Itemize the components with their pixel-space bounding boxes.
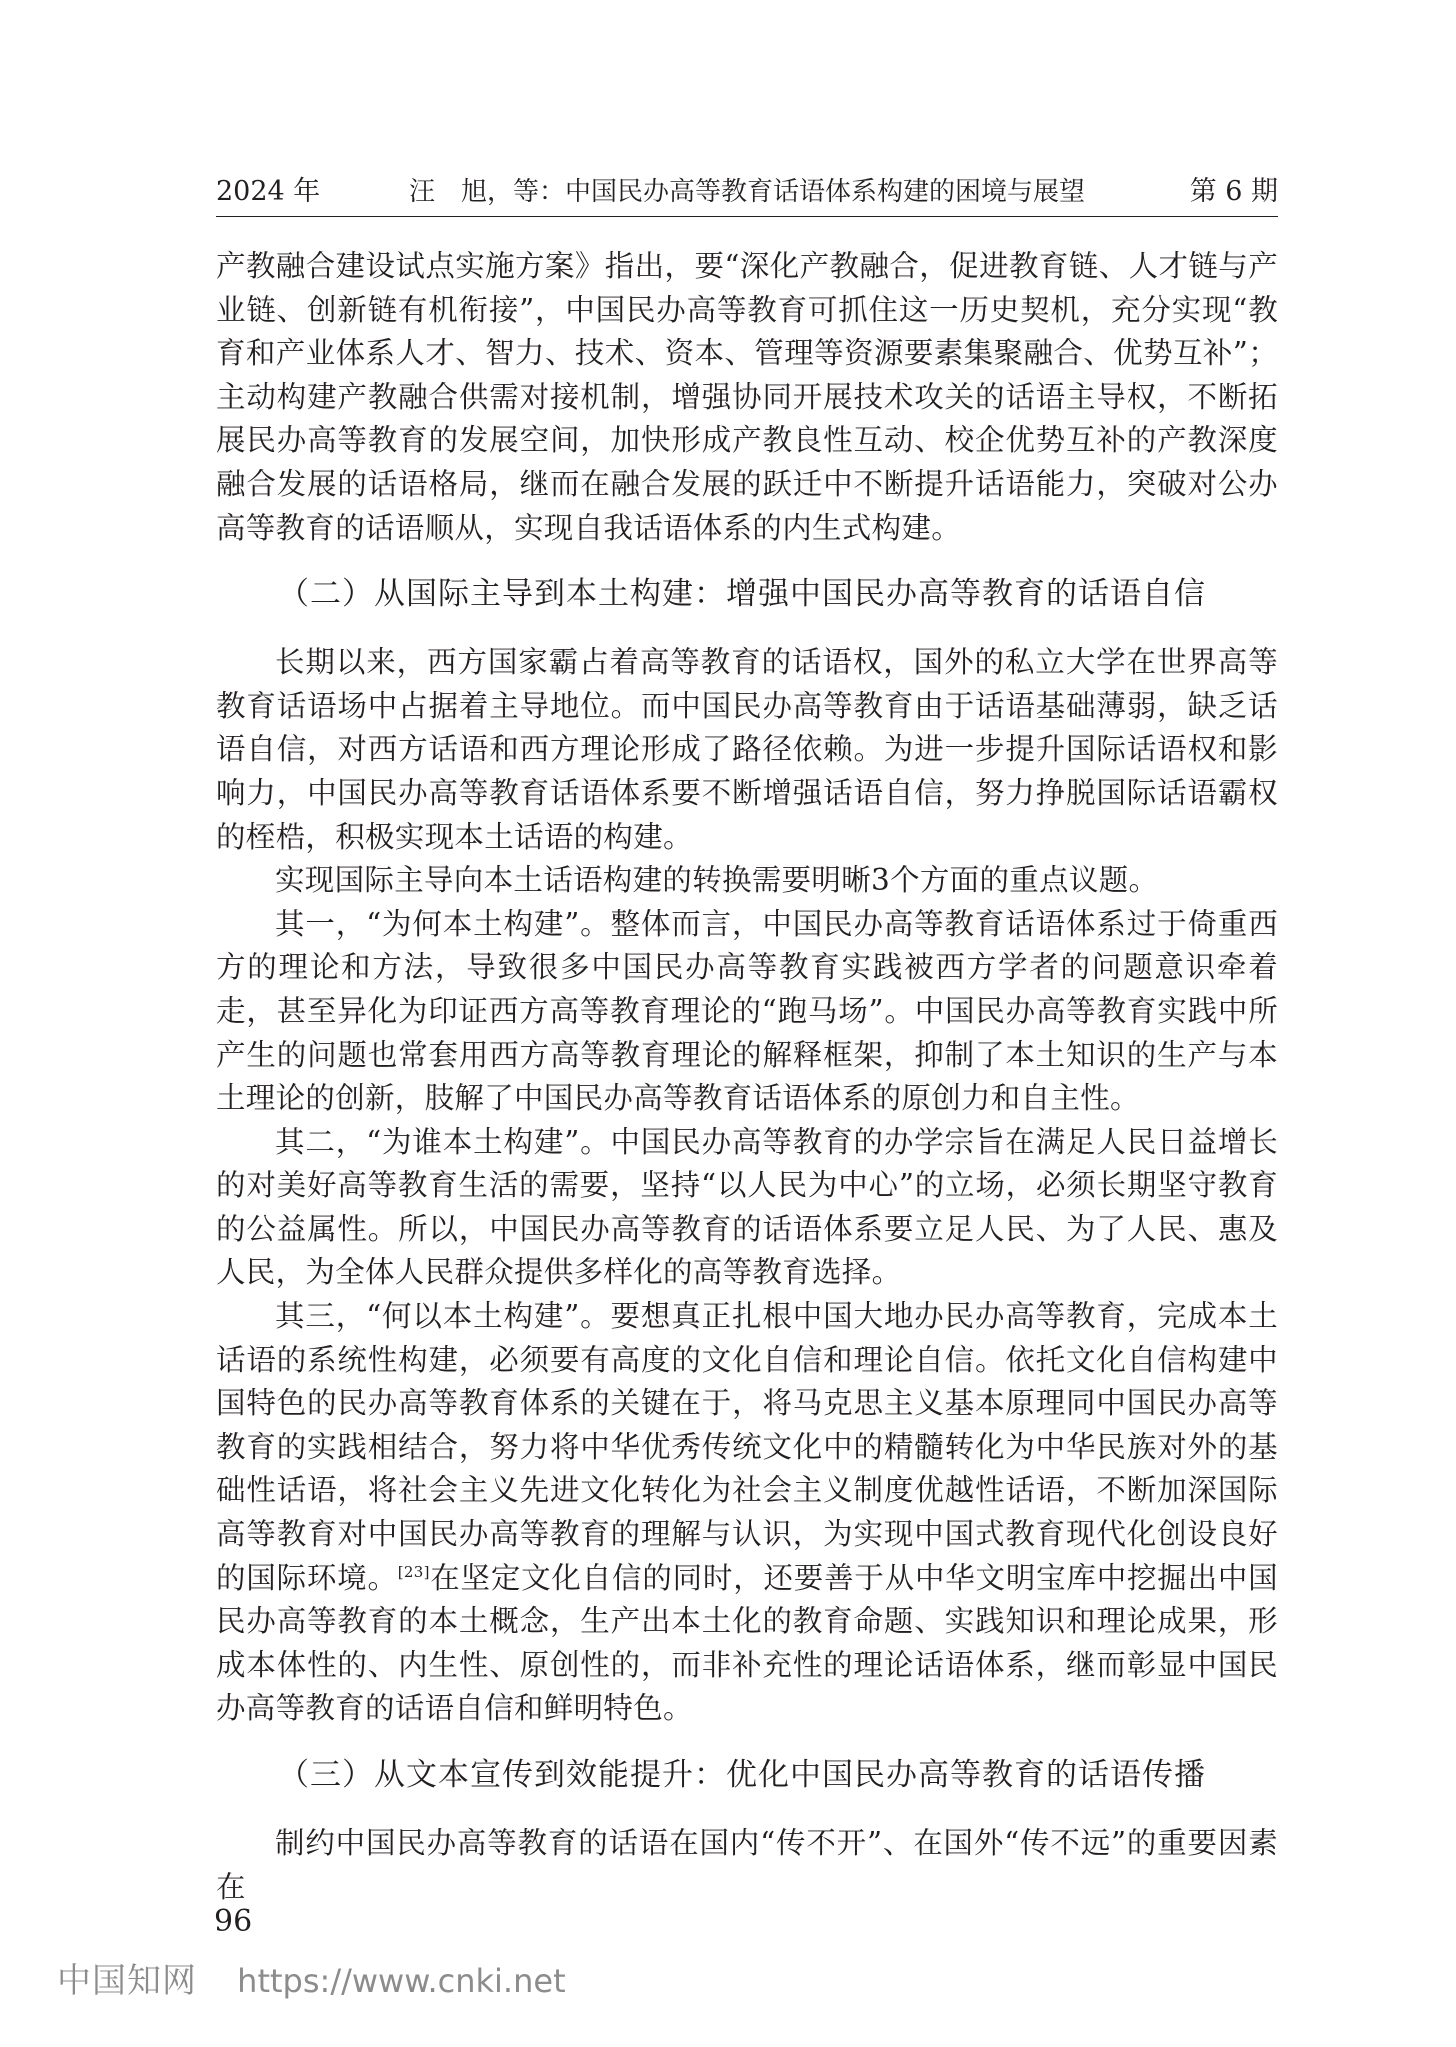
paragraph-text: 其三，“何以本土构建”。要想真正扎根中国大地办民办高等教育，完成本土话语的系统性构建，必须要有高度的文化自信和理论自信。依托文化自信构建中国特色的民办高等教育体系的关键在于，将马克思主义基本原理同中国民办高等教育的实践相结合，努力将中华优秀传统文化中的精髓转化为中华民族对外的基础性话语，将社会主义先进文化转化为社会主义制度优越性话语，不断加深国际高等教育对中国民办高等教育的理解与认识，为实现中国式教育现代化创设良好的国际环境。 bbox=[216, 1299, 1278, 1595]
section-heading-3: （三）从文本宣传到效能提升：优化中国民办高等教育的话语传播 bbox=[278, 1757, 1206, 1793]
paragraph-text: 在坚定文化自信的同时，还要善于从中华文明宝库中挖掘出中国民办高等教育的本土概念，生产出本土化的教育命题、实践知识和理论成果，形成本体性的、内生性、原创性的，而非补充性的理论话语体系，继而彰显中国民办高等教育的话语自信和鲜明特色。 bbox=[216, 1560, 1278, 1726]
header-issue: 第 6 期 bbox=[1189, 176, 1278, 207]
section-heading-2: （二）从国际主导到本土构建：增强中国民办高等教育的话语自信 bbox=[278, 576, 1206, 613]
page-number: 96 bbox=[214, 1904, 253, 1939]
paragraph: 制约中国民办高等教育的话语在国内“传不开”、在国外“传不远”的重要因素在 bbox=[216, 1826, 1278, 1904]
paragraph: 其二，“为谁本土构建”。中国民办高等教育的办学宗旨在满足人民日益增长的对美好高等教育生活的需要，坚持“以人民为中心”的立场，必须长期坚守教育的公益属性。所以，中国民办高等教育的话语体系要立足人民、为了人民、惠及人民，为全体人民群众提供多样化的高等教育选择。 bbox=[216, 1124, 1278, 1290]
paragraph: 其一，“为何本土构建”。整体而言，中国民办高等教育话语体系过于倚重西方的理论和方法，导致很多中国民办高等教育实践被西方学者的问题意识牵着走，甚至异化为印证西方高等教育理论的“跑马场”。中国民办高等教育实践中所产生的问题也常套用西方高等教育理论的解释框架，抑制了本土知识的生产与本土理论的创新，肢解了中国民办高等教育话语体系的原创力和自主性。 bbox=[216, 906, 1278, 1116]
cnki-logo: 中国知网 bbox=[57, 1961, 197, 2001]
article-body bbox=[216, 245, 1278, 1909]
paragraph: 长期以来，西方国家霸占着高等教育的话语权，国外的私立大学在世界高等教育话语场中占据着主导地位。而中国民办高等教育由于话语基础薄弱，缺乏话语自信，对西方话语和西方理论形成了路径依赖。为进一步提升国际话语权和影响力，中国民办高等教育话语体系要不断增强话语自信，努力挣脱国际话语霸权的桎梏，积极实现本土话语的构建。 bbox=[216, 645, 1278, 854]
header-rule bbox=[216, 216, 1278, 217]
paragraph-continued: 产教融合建设试点实施方案》指出，要“深化产教融合，促进教育链、人才链与产业链、创新链有机衔接”，中国民办高等教育可抓住这一历史契机，充分实现“教育和产业体系人才、智力、技术、资本、管理等资源要素集聚融合、优势互补”；主动构建产教融合供需对接机制，增强协同开展技术攻关的话语主导权，不断拓展民办高等教育的发展空间，加快形成产教良性互动、校企优势互补的产教深度融合发展的话语格局，继而在融合发展的跃迁中不断提升话语能力，突破对公办高等教育的话语顺从，实现自我话语体系的内生式构建。 bbox=[216, 249, 1278, 545]
paragraph-with-citation bbox=[216, 1295, 1278, 1731]
header-running-title: 汪 旭，等：中国民办高等教育话语体系构建的困境与展望 bbox=[408, 177, 1085, 207]
cnki-watermark bbox=[57, 1958, 566, 2004]
cnki-url[interactable]: https://www.cnki.net bbox=[237, 1962, 566, 2000]
citation-ref[interactable]: [23] bbox=[397, 1562, 430, 1581]
header-year: 2024 年 bbox=[216, 176, 321, 207]
paragraph: 实现国际主导向本土话语构建的转换需要明晰3个方面的重点议题。 bbox=[275, 863, 1159, 898]
running-header bbox=[216, 172, 1278, 212]
